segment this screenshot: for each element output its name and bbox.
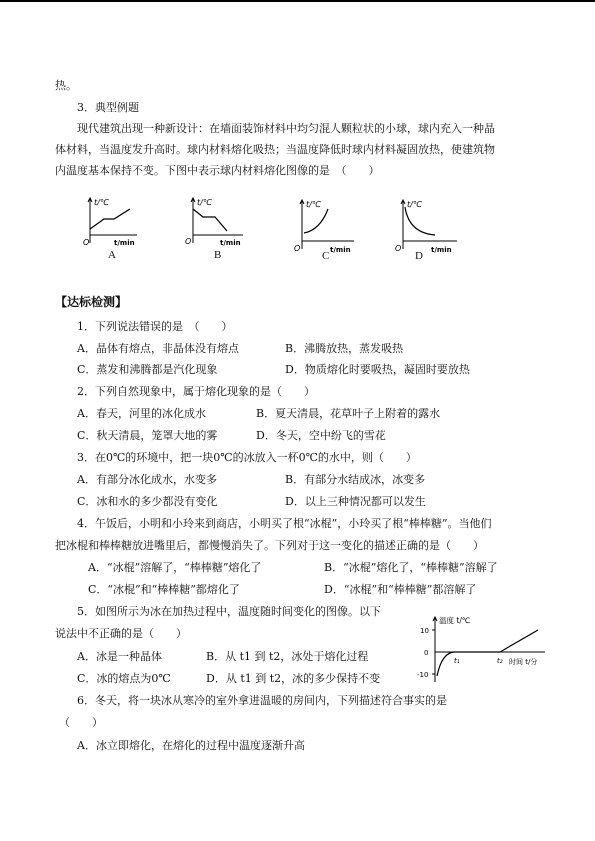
figure-c-label: C bbox=[322, 250, 330, 262]
example-text: 内温度基本保持不变。下图中表示球内材料熔化图像的是 （ ） bbox=[55, 164, 380, 177]
option-3b: B．有部分水结成冰，冰变多 bbox=[285, 473, 426, 486]
figure-d-origin: O bbox=[395, 244, 402, 253]
figure-b-yaxis: t/℃ bbox=[197, 198, 212, 207]
example-text: 现代建筑出现一种新设计：在墙面装饰材料中均匀混人颗粒状的小球，球内充入一种晶 bbox=[77, 122, 495, 135]
top-border-line bbox=[0, 0, 595, 2]
option-5b: B．从 t1 到 t2，冰处于熔化过程 bbox=[206, 650, 369, 663]
option-5a: A．冰是一种晶体 bbox=[77, 650, 162, 663]
option-4b: B．“冰棍”熔化了，“棒棒糖”溶解了 bbox=[324, 561, 498, 574]
question-4-cont: 把冰棍和棒棒糖放进嘴里后，都慢慢消失了。下列对于这一变化的描述正确的是（ ） bbox=[55, 539, 484, 552]
option-2c: C．秋天清晨，笼罩大地的雾 bbox=[77, 429, 218, 442]
figure-d bbox=[393, 195, 463, 265]
question-5-cont: 说法中不正确的是（ ） bbox=[55, 627, 187, 640]
option-5c: C．冰的熔点为0℃ bbox=[77, 672, 171, 685]
option-2b: B．夏天清晨，花草叶子上附着的露水 bbox=[256, 407, 441, 420]
figure-a-label: A bbox=[108, 249, 116, 261]
graph-tick-minus10: -10 bbox=[417, 671, 429, 679]
section-heading: 【达标检测】 bbox=[55, 295, 128, 309]
option-4d: D．“冰棍”和“棒棒糖”都溶解了 bbox=[324, 583, 477, 596]
graph-t1: t₁ bbox=[454, 657, 460, 665]
figure-b bbox=[185, 195, 250, 265]
question-3: 3．在0℃的环境中，把一块0℃的冰放入一杯0℃的水中，则（ ） bbox=[77, 451, 417, 464]
graph-tick-10: 10 bbox=[420, 627, 429, 635]
option-5d: D．从 t1 到 t2，冰的多少保持不变 bbox=[206, 672, 381, 685]
figure-d-xaxis: t/min bbox=[431, 246, 452, 253]
option-2d: D．冬天，空中纷飞的雪花 bbox=[256, 429, 386, 442]
ice-heating-graph bbox=[410, 612, 550, 684]
option-3c: C．冰和水的多少都没有变化 bbox=[77, 495, 218, 508]
figure-c-xaxis: t/min bbox=[330, 246, 351, 253]
figure-b-label: B bbox=[214, 249, 222, 261]
option-1a: A．晶体有熔点，非晶体没有熔点 bbox=[77, 342, 239, 355]
figure-a bbox=[82, 195, 144, 265]
text-line: 热。 bbox=[55, 79, 77, 92]
option-3a: A．有部分冰化成水，水变多 bbox=[77, 473, 217, 486]
graph-t2: t₂ bbox=[497, 657, 503, 665]
figure-d-yaxis: t/℃ bbox=[407, 200, 422, 209]
option-1d: D．物质熔化时要吸热，凝固时要放热 bbox=[285, 363, 470, 376]
question-6: 6．冬天，将一块冰从寒冷的室外拿进温暖的房间内，下列描述符合事实的是 bbox=[77, 694, 447, 707]
example-heading: 3．典型例题 bbox=[77, 101, 139, 114]
figure-b-origin: O bbox=[185, 237, 192, 246]
figure-a-yaxis: t/℃ bbox=[94, 198, 109, 207]
option-1b: B．沸腾放热，蒸发吸热 bbox=[285, 342, 404, 355]
figure-c-origin: O bbox=[294, 244, 301, 253]
graph-xlabel: 时间 t/分 bbox=[509, 658, 538, 666]
question-5: 5．如图所示为冰在加热过程中，温度随时间变化的图像。以下 bbox=[77, 605, 381, 618]
figure-c-yaxis: t/℃ bbox=[306, 200, 321, 209]
question-4: 4．午饭后，小明和小玲来到商店，小明买了根“冰棍”，小玲买了根“棒棒糖”。当他们 bbox=[77, 517, 492, 530]
option-4a: A．“冰棍”溶解了，“棒棒糖”熔化了 bbox=[88, 561, 262, 574]
option-1c: C．蒸发和沸腾都是汽化现象 bbox=[77, 363, 218, 376]
figure-a-xaxis: t/min bbox=[114, 239, 135, 247]
figure-b-xaxis: t/min bbox=[220, 239, 241, 247]
option-2a: A．春天，河里的冰化成水 bbox=[77, 407, 206, 420]
option-4c: C．“冰棍”和“棒棒糖”都熔化了 bbox=[88, 583, 240, 596]
graph-tick-0: 0 bbox=[424, 649, 429, 657]
figure-c bbox=[292, 195, 360, 265]
question-6-bracket: （ ） bbox=[59, 716, 103, 729]
question-2: 2．下列自然现象中，属于熔化现象的是（ ） bbox=[77, 385, 315, 398]
figure-a-origin: O bbox=[83, 238, 90, 247]
option-6a: A．冰立即熔化，在熔化的过程中温度逐渐升高 bbox=[77, 739, 305, 752]
example-text: 体材料，当温度发升高时。球内材料熔化吸热；当温度降低时球内材料凝固放热，使建筑物 bbox=[55, 143, 495, 156]
figure-d-label: D bbox=[415, 250, 423, 262]
option-3d: D．以上三种情况都可以发生 bbox=[285, 495, 426, 508]
question-1: 1．下列说法错误的是 （ ） bbox=[77, 320, 233, 333]
graph-ylabel: 温度 t/℃ bbox=[439, 616, 471, 625]
